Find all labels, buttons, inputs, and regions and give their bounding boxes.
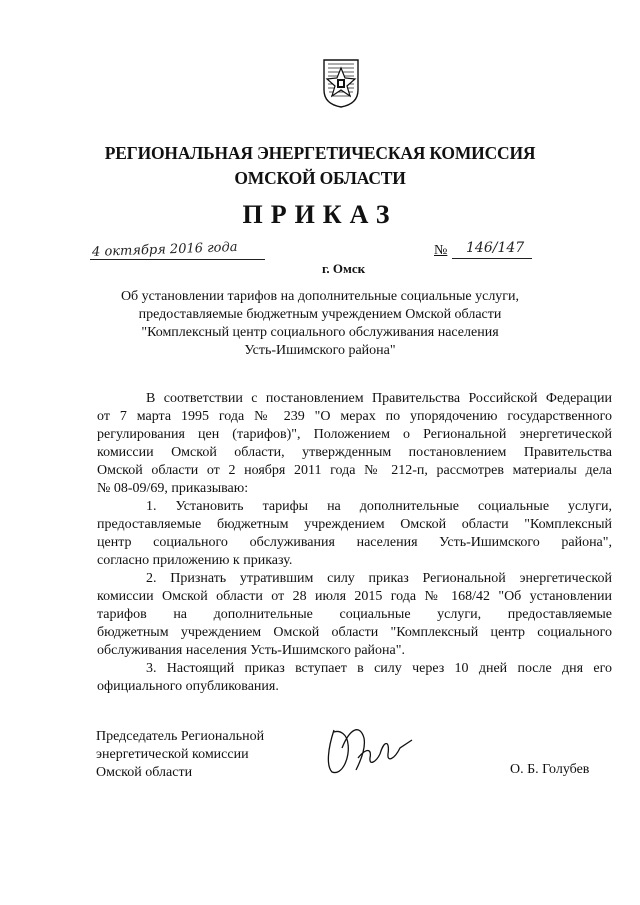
body-line: официального опубликования.	[97, 679, 279, 694]
body-line: бюджетным учреждением Омской области "Комплексный центр социального	[97, 625, 612, 640]
organization-name-line1: РЕГИОНАЛЬНАЯ ЭНЕРГЕТИЧЕСКАЯ КОМИССИЯ	[104, 143, 536, 163]
body-line: обслуживания населения Усть-Ишимского района".	[97, 643, 405, 658]
handwritten-signature	[320, 718, 415, 780]
document-number: 146/147	[466, 240, 525, 256]
city: г. Омск	[322, 261, 366, 276]
body-line: В соответствии с постановлением Правительства Российской Федерации	[146, 391, 612, 406]
omsk-coat-of-arms-icon	[322, 58, 360, 108]
signatory-position-line1: Председатель Региональной	[96, 729, 265, 744]
body-line: согласно приложению к приказу.	[97, 553, 293, 568]
body-line: предоставляемые бюджетным учреждением Омской области "Комплексный	[97, 517, 612, 532]
body-line: № 08-09/69, приказываю:	[97, 481, 249, 496]
subject-line: Об установлении тарифов на дополнительные социальные услуги,	[120, 289, 520, 304]
body-line: комиссии Омской области, утвержденным постановлением Правительства	[97, 445, 612, 460]
signatory-name: О. Б. Голубев	[510, 762, 590, 777]
number-underline	[452, 258, 532, 259]
body-line: центр социального обслуживания населения Усть-Ишимского района",	[97, 535, 612, 550]
signatory-position-line3: Омской области	[96, 765, 193, 780]
body-line: регулирования цен (тарифов)", Положением о Региональной энергетической	[97, 427, 612, 442]
document-type-title: ПРИКАЗ	[242, 200, 398, 229]
body-line: тарифов на дополнительные социальные услуги, предоставляемые	[97, 607, 612, 622]
body-line: 1. Установить тарифы на дополнительные социальные услуги,	[146, 499, 612, 514]
document-date: 4 октября 2016 года	[91, 239, 238, 260]
subject-line: предоставляемые бюджетным учреждением Омской области	[138, 307, 502, 322]
body-line: Омской области от 2 ноября 2011 года № 212-п, рассмотрев материалы дела	[97, 463, 612, 478]
body-line: 2. Признать утратившим силу приказ Региональной энергетической	[146, 571, 612, 586]
date-underline	[90, 259, 265, 260]
body-line: комиссии Омской области от 28 июля 2015 года № 168/42 "Об установлении	[97, 589, 612, 604]
signatory-position-line2: энергетической комиссии	[96, 747, 249, 762]
organization-name-line2: ОМСКОЙ ОБЛАСТИ	[234, 168, 406, 188]
subject-line: "Комплексный центр социального обслуживания населения	[141, 325, 499, 340]
number-label: №	[434, 243, 448, 258]
body-line: 3. Настоящий приказ вступает в силу через 10 дней после дня его	[146, 661, 612, 676]
subject-line: Усть-Ишимского района"	[244, 343, 396, 358]
body-line: от 7 марта 1995 года № 239 "О мерах по упорядочению государственного	[97, 409, 612, 424]
